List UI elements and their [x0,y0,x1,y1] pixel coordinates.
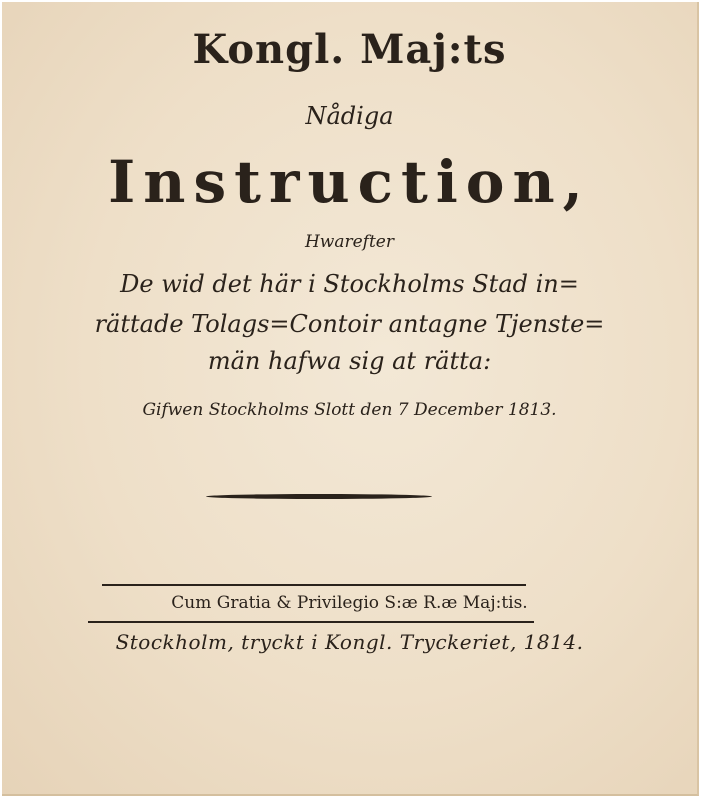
upper-rule [102,584,526,586]
imprint-line: Stockholm, tryckt i Kongl. Tryckeriet, 1814. [115,630,584,654]
privilege-line: Cum Gratia & Privilegio S:æ R.æ Maj:tis. [171,593,528,613]
lower-rule [88,621,534,623]
ornamental-rule [206,494,432,499]
body-line-3: män hafwa sig at rätta: [207,347,492,375]
body-line-1: De wid det här i Stockholms Stad in= [120,270,579,298]
given-date-line: Gifwen Stockholms Slott den 7 December 1813. [142,400,557,420]
body-line-2: rättade Tolags=Contoir antagne Tjenste= [94,310,605,338]
title-line-2: Nådiga [305,102,394,130]
title-line-1: Kongl. Maj:ts [192,26,507,73]
document-page [2,2,699,796]
title-line-3: Instruction, [108,148,591,216]
title-line-4: Hwarefter [304,232,394,252]
